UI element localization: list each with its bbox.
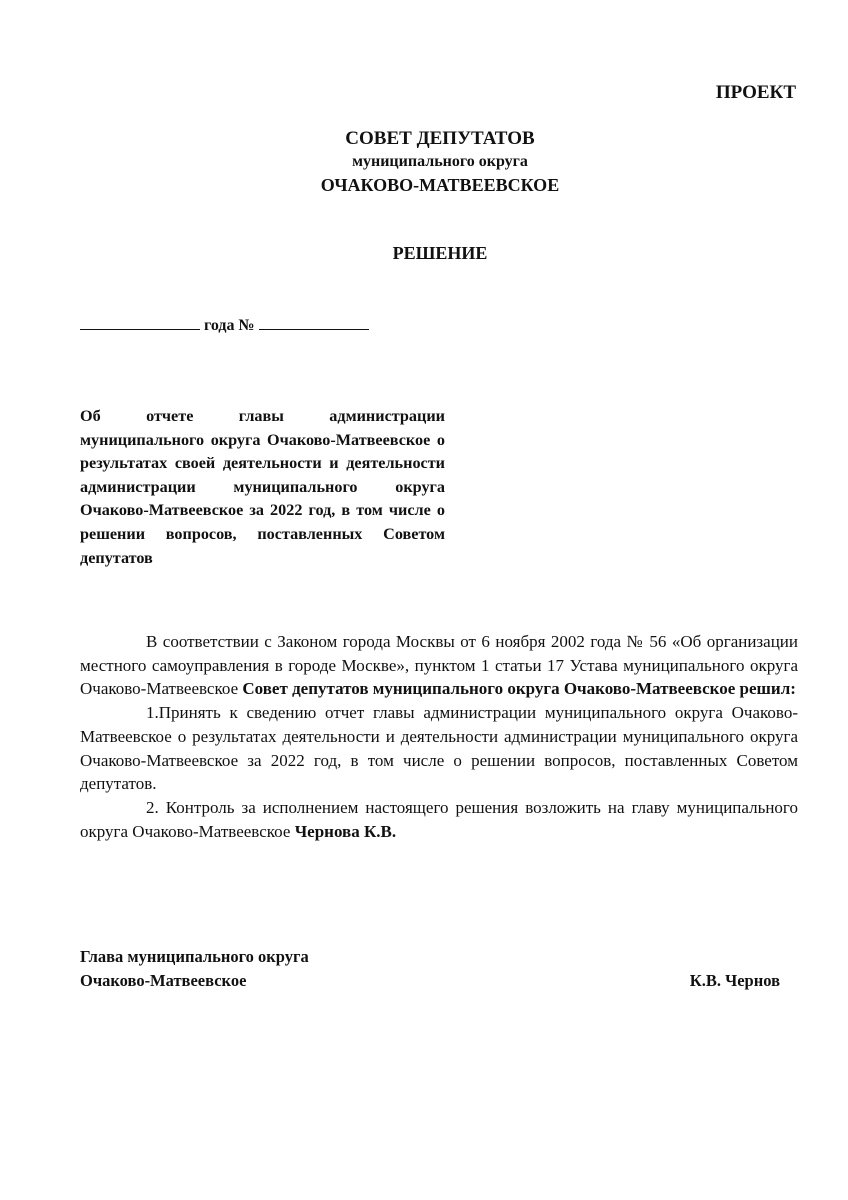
year-number-label: года №	[200, 317, 259, 334]
preamble-paragraph	[80, 630, 798, 701]
decision-title: РЕШЕНИЕ	[392, 243, 488, 263]
date-blank	[80, 313, 200, 330]
decision-body	[80, 630, 798, 843]
signature-position-line-2: Очаково-Матвеевское	[80, 971, 247, 990]
item-1: 1.Принять к сведению отчет главы администрации муниципального округа Очаково-Матвеевское о результатах деятельности и деятельности администрации муниципального округа Очаково-Матвеевское за 2022 год, в том числе о решении вопросов, поставленных Советом депутатов.	[80, 703, 798, 794]
signature-position	[80, 945, 780, 993]
council-title: СОВЕТ ДЕПУТАТОВ	[345, 128, 535, 149]
number-blank	[259, 313, 369, 330]
item-2-text: 2. Контроль за исполнением настоящего решения возложить на главу муниципального округа Очаково-Матвеевское	[80, 797, 798, 841]
preamble-text: В соответствии с Законом города Москвы от 6 ноября 2002 года № 56 «Об организации местного самоуправления в городе Москве», пунктом 1 статьи 17 Устава муниципального округа Очаково-Матвеевское	[80, 632, 798, 699]
council-subtitle: муниципального округа	[352, 153, 528, 170]
project-mark: ПРОЕКТ	[715, 82, 796, 103]
district-name: ОЧАКОВО-МАТВЕЕВСКОЕ	[320, 175, 560, 195]
signature-name: К.В. Чернов	[689, 971, 780, 990]
document-header	[0, 127, 848, 197]
signature-position-line-1: Глава муниципального округа	[80, 947, 309, 966]
date-number-line	[80, 313, 369, 335]
decision-subject: Об отчете главы администрации муниципального округа Очаково-Матвеевское о результатах своей деятельности и деятельности администрации муниципального округа Очаково-Матвеевское за 2022 год, в том числе о решении вопросов, поставленных Советом депутатов	[80, 407, 445, 567]
item-2	[80, 796, 798, 843]
item-2-name: Чернова К.В.	[294, 821, 397, 841]
preamble-resolution: Совет депутатов муниципального округа Очаково-Матвеевское решил:	[242, 679, 796, 699]
